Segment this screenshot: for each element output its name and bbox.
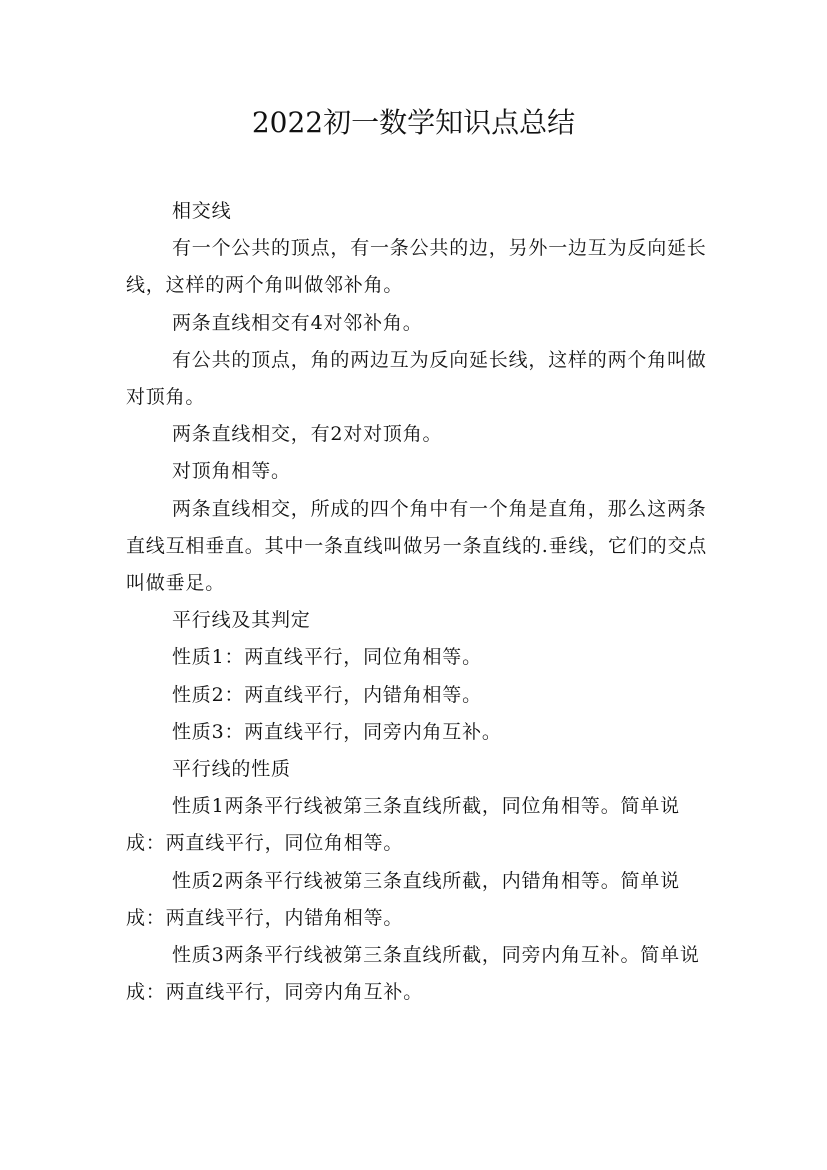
body-paragraph: 性质3两条平行线被第三条直线所截，同旁内角互补。简单说成：两直线平行，同旁内角互补。: [126, 944, 700, 1004]
document-title: 2022初一数学知识点总结: [251, 106, 576, 139]
body-paragraph: 两条直线相交，有2对对顶角。: [172, 423, 443, 446]
body-paragraph: 两条直线相交，所成的四个角中有一个角是直角，那么这两条直线互相垂直。其中一条直线叫做另一条直线的.垂线，它们的交点叫做垂足。: [126, 497, 708, 595]
document-body: [126, 193, 716, 1011]
body-paragraph: 对顶角相等。: [172, 460, 291, 483]
body-paragraph: 有一个公共的顶点，有一条公共的边，另外一边互为反向延长线，这样的两个角叫做邻补角。: [126, 237, 707, 297]
section-heading: 相交线: [172, 200, 232, 222]
body-paragraph: 两条直线相交有4对邻补角。: [172, 311, 423, 334]
body-paragraph: 性质1：两直线平行，同位角相等。: [172, 646, 482, 669]
body-paragraph: 性质1两条平行线被第三条直线所截，同位角相等。简单说成：两直线平行，同位角相等。: [126, 795, 680, 855]
body-paragraph: 有公共的顶点，角的两边互为反向延长线，这样的两个角叫做对顶角。: [126, 348, 707, 409]
section-heading: 平行线的性质: [172, 758, 291, 781]
body-paragraph: 性质3：两直线平行，同旁内角互补。: [172, 720, 502, 743]
section-heading: 平行线及其判定: [172, 609, 311, 632]
body-paragraph: 性质2两条平行线被第三条直线所截，内错角相等。简单说成：两直线平行，内错角相等。: [126, 869, 680, 929]
body-paragraph: 性质2：两直线平行，内错角相等。: [172, 683, 482, 706]
